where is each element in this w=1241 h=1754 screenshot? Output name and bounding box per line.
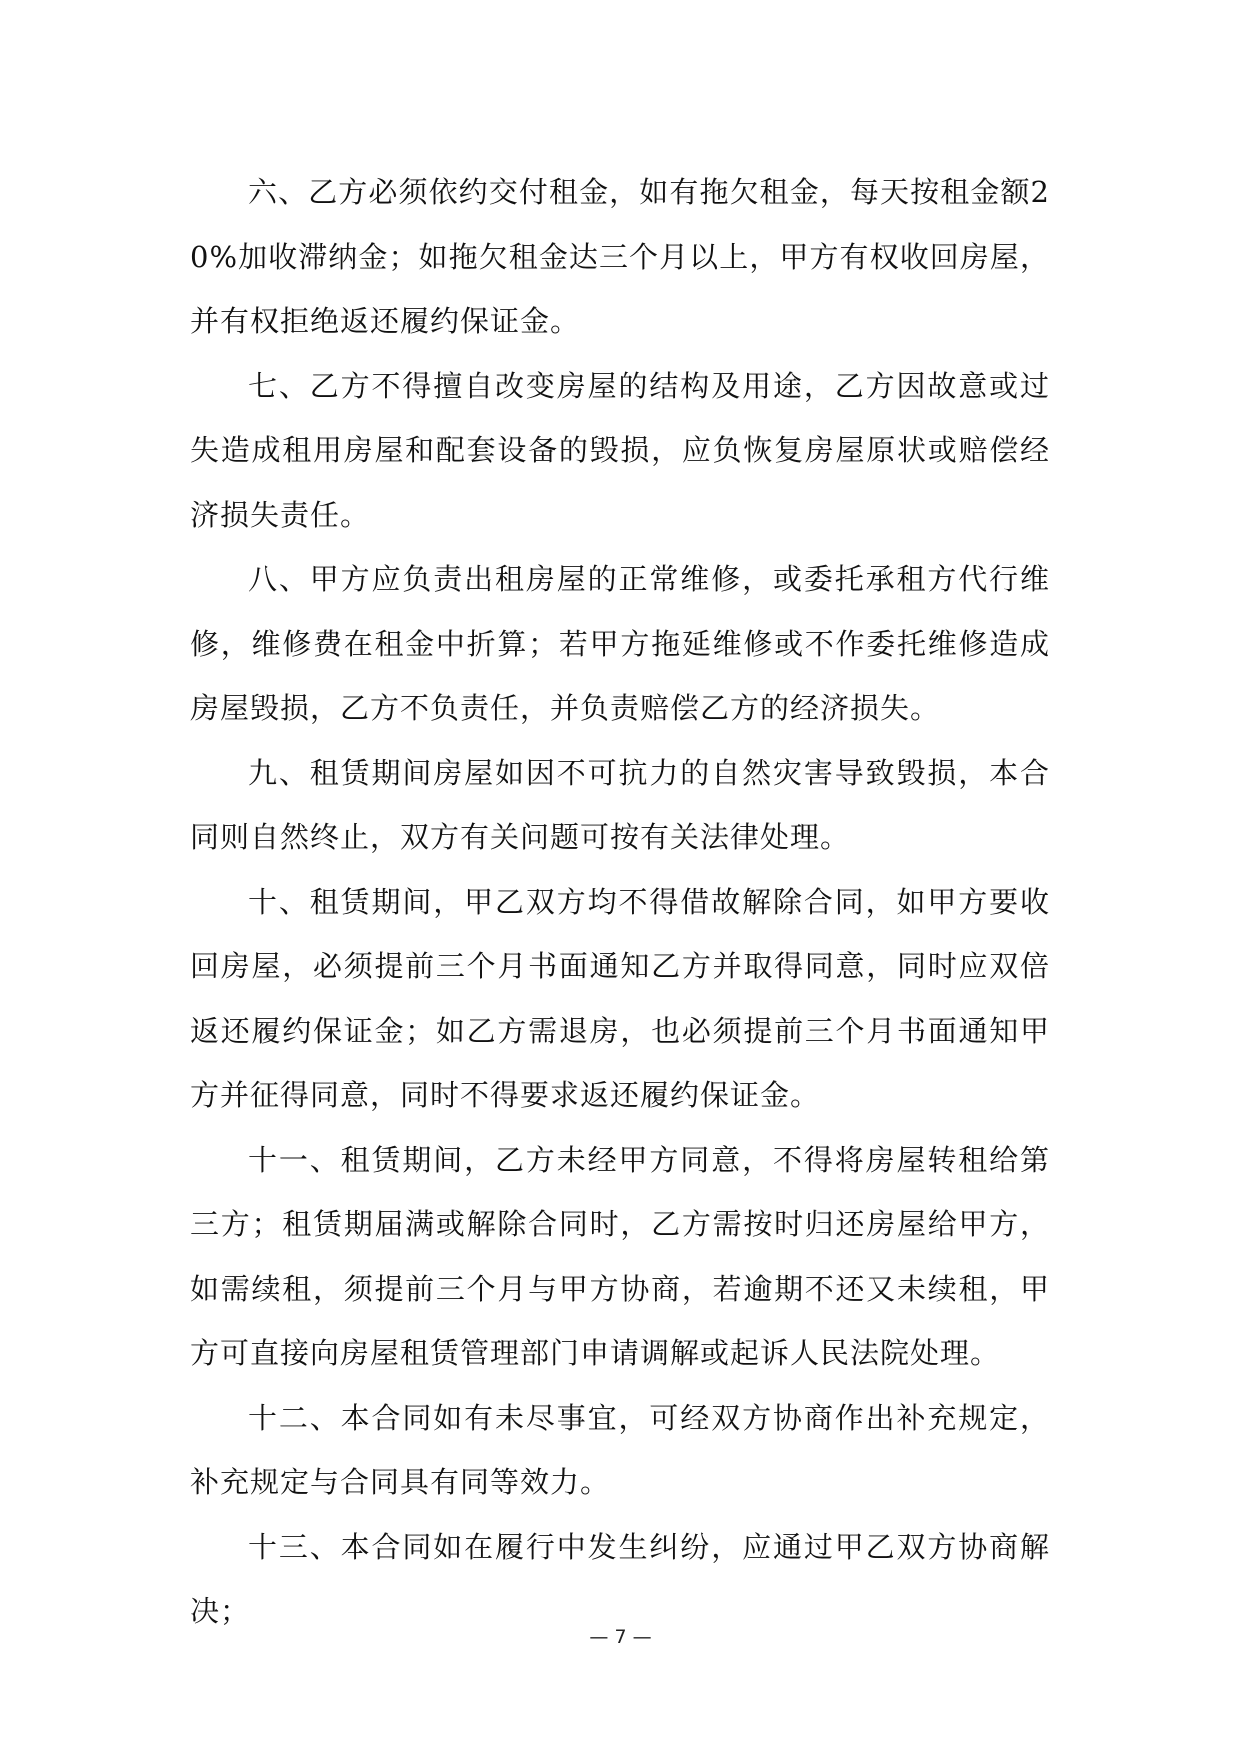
clause-11: 十一、租赁期间，乙方未经甲方同意，不得将房屋转租给第三方；租赁期届满或解除合同时，乙方需按时归还房屋给甲方，如需续租，须提前三个月与甲方协商，若逾期不还又未续租，甲方可直接向房屋租赁管理部门申请调解或起诉人民法院处理。 — [190, 1142, 1050, 1370]
contract-body — [190, 160, 1050, 1644]
clause-12: 十二、本合同如有未尽事宜，可经双方协商作出补充规定，补充规定与合同具有同等效力。 — [190, 1400, 1050, 1499]
clause-8: 八、甲方应负责出租房屋的正常维修，或委托承租方代行维修，维修费在租金中折算；若甲方拖延维修或不作委托维修造成房屋毁损，乙方不负责任，并负责赔偿乙方的经济损失。 — [190, 562, 1050, 725]
clause-6: 六、乙方必须依约交付租金，如有拖欠租金，每天按租金额20%加收滞纳金；如拖欠租金达三个月以上，甲方有权收回房屋，并有权拒绝返还履约保证金。 — [190, 175, 1050, 338]
clause-13: 十三、本合同如在履行中发生纠纷，应通过甲乙双方协商解决； — [190, 1529, 1050, 1628]
clause-10: 十、租赁期间，甲乙双方均不得借故解除合同，如甲方要收回房屋，必须提前三个月书面通知乙方并取得同意，同时应双倍返还履约保证金；如乙方需退房，也必须提前三个月书面通知甲方并征得同意，同时不得要求返还履约保证金。 — [190, 884, 1050, 1112]
clause-9: 九、租赁期间房屋如因不可抗力的自然灾害导致毁损，本合同则自然终止，双方有关问题可按有关法律处理。 — [190, 755, 1050, 854]
page-number: — 7 — — [589, 1626, 652, 1648]
clause-7: 七、乙方不得擅自改变房屋的结构及用途，乙方因故意或过失造成租用房屋和配套设备的毁损，应负恢复房屋原状或赔偿经济损失责任。 — [190, 368, 1050, 532]
